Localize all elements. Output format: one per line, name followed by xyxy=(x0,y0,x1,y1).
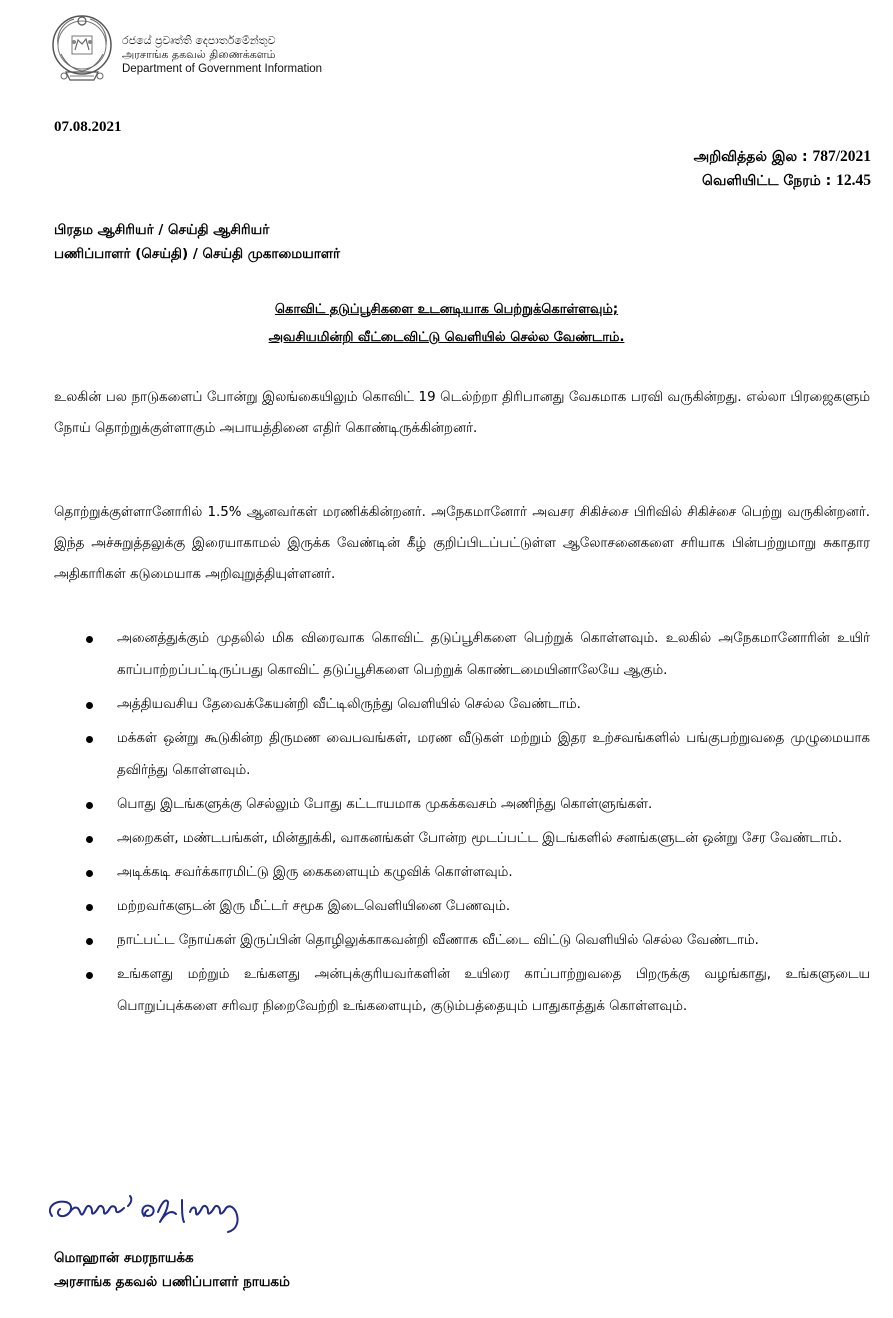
notice-number-label: அறிவித்தல் இல : xyxy=(693,149,808,165)
bullet-icon xyxy=(86,636,93,643)
release-time-row xyxy=(694,169,871,193)
bullet-icon xyxy=(86,736,93,743)
signatory-title: அரசாங்க தகவல் பணிப்பாளர் நாயகம் xyxy=(54,1274,290,1290)
sri-lanka-emblem-icon xyxy=(48,12,116,84)
list-item xyxy=(80,925,870,957)
list-item-text: மற்றவர்களுடன் இரு மீட்டர் சமூக இடைவெளியினை பேணவும். xyxy=(117,899,511,914)
notice-number-value: 787/2021 xyxy=(812,148,871,165)
headline xyxy=(0,296,893,352)
recipient-line: பணிப்பாளர் (செய்தி) / செய்தி முகாமையாளர் xyxy=(54,246,340,262)
bullet-icon xyxy=(86,870,93,877)
signatory-name: மொஹான் சமரநாயக்க xyxy=(54,1250,194,1266)
department-name-english: Department of Government Information xyxy=(122,63,323,75)
bullet-icon xyxy=(86,938,93,945)
list-item-text: அறைகள், மண்டபங்கள், மின்தூக்கி, வாகனங்கள் போன்ற மூடப்பட்ட இடங்களில் சனங்களுடன் ஒன்று சேர வேண்டாம். xyxy=(117,831,843,846)
list-item-text: நாட்பட்ட நோய்கள் இருப்பின் தொழிலுக்காகவன்றி வீணாக வீட்டை விட்டு வெளியில் செல்ல வேண்டாம். xyxy=(117,933,759,948)
paragraph: தொற்றுக்குள்ளானோரில் 1.5% ஆனவர்கள் மரணிக்கின்றனர். அநேகமானோர் அவசர சிகிச்சை பிரிவில் சிகிச்சை பெற்று வருகின்றனர். இந்த அச்சுறுத்தலுக்கு இரையாகாமல் இருக்க வேண்டின் கீழ் குறிப்பிடப்பட்டுள்ள ஆலோசனைகளை சரியாக பின்பற்றுமாறு சுகாதார அதிகாரிகள் கடுமையாக அறிவுறுத்தியுள்ளனர். xyxy=(54,505,870,582)
list-item xyxy=(80,723,870,787)
list-item xyxy=(80,959,870,1023)
list-item-text: பொது இடங்களுக்கு செல்லும் போது கட்டாயமாக முகக்கவசம் அணிந்து கொள்ளுங்கள். xyxy=(117,797,653,812)
list-item-text: அடிக்கடி சவர்க்காரமிட்டு இரு கைகளையும் கழுவிக் கொள்ளவும். xyxy=(117,865,513,880)
signatory-block xyxy=(54,1246,290,1294)
list-item-text: அனைத்துக்கும் முதலில் மிக விரைவாக கொவிட் தடுப்பூசிகளை பெற்றுக் கொள்ளவும். உலகில் அநேகமானோரின் உயிர் காப்பாற்றப்பட்டிருப்பது கொவிட் தடுப்பூசிகளை பெற்றுக் கொண்டமையினாலேயே ஆகும். xyxy=(117,631,870,678)
letterhead xyxy=(48,12,378,88)
bullet-icon xyxy=(86,702,93,709)
advice-list xyxy=(80,623,870,1025)
list-item xyxy=(80,857,870,889)
headline-line: அவசியமின்றி வீட்டைவிட்டு வெளியில் செல்ல வேண்டாம். xyxy=(268,330,625,345)
release-time-value: 12.45 xyxy=(836,172,871,189)
list-item-text: அத்தியவசிய தேவைக்கேயன்றி வீட்டிலிருந்து வெளியில் செல்ல வேண்டாம். xyxy=(117,697,581,712)
department-name-sinhala: රජයේ ප්‍රවෘත්ති දෙපාර්තමේන්තුව xyxy=(122,34,276,47)
department-name-block xyxy=(122,34,322,76)
recipients xyxy=(54,218,340,266)
bullet-icon xyxy=(86,972,93,979)
release-time-label: வெளியிட்ட நேரம் : xyxy=(702,173,832,189)
headline-line: கொவிட் தடுப்பூசிகளை உடனடியாக பெற்றுக்கொள்ளவும்; xyxy=(274,302,619,317)
list-item xyxy=(80,823,870,855)
bullet-icon xyxy=(86,836,93,843)
handwritten-signature xyxy=(40,1182,300,1242)
list-item xyxy=(80,891,870,923)
recipient-line: பிரதம ஆசிரியர் / செய்தி ஆசிரியர் xyxy=(54,222,270,238)
list-item xyxy=(80,623,870,687)
release-date: 07.08.2021 xyxy=(54,119,122,135)
list-item-text: உங்களது மற்றும் உங்களது அன்புக்குரியவர்களின் உயிரை காப்பாற்றுவதை பிறருக்கு வழங்காது, உங்களுடைய பொறுப்புக்களை சரிவர நிறைவேற்றி உங்களையும், குடும்பத்தையும் பாதுகாத்துக் கொள்ளவும். xyxy=(117,967,870,1014)
notice-meta xyxy=(694,145,871,193)
department-name-tamil: அரசாங்க தகவல் திணைக்களம் xyxy=(122,48,276,61)
list-item-text: மக்கள் ஒன்று கூடுகின்ற திருமண வைபவங்கள், மரண வீடுகள் மற்றும் இதர உற்சவங்களில் பங்குபற்றுவதை முழுமையாக தவிர்ந்து கொள்ளவும். xyxy=(117,731,870,778)
list-item xyxy=(80,789,870,821)
list-item xyxy=(80,689,870,721)
bullet-icon xyxy=(86,802,93,809)
bullet-icon xyxy=(86,904,93,911)
paragraph: உலகின் பல நாடுகளைப் போன்று இலங்கையிலும் கொவிட் 19 டெல்ற்றா திரிபானது வேகமாக பரவி வருகின்றது. எல்லா பிரஜைகளும் நோய் தொற்றுக்குள்ளாகும் அபாயத்தினை எதிர் கொண்டிருக்கின்றனர். xyxy=(54,390,870,436)
notice-number-row xyxy=(694,145,871,169)
